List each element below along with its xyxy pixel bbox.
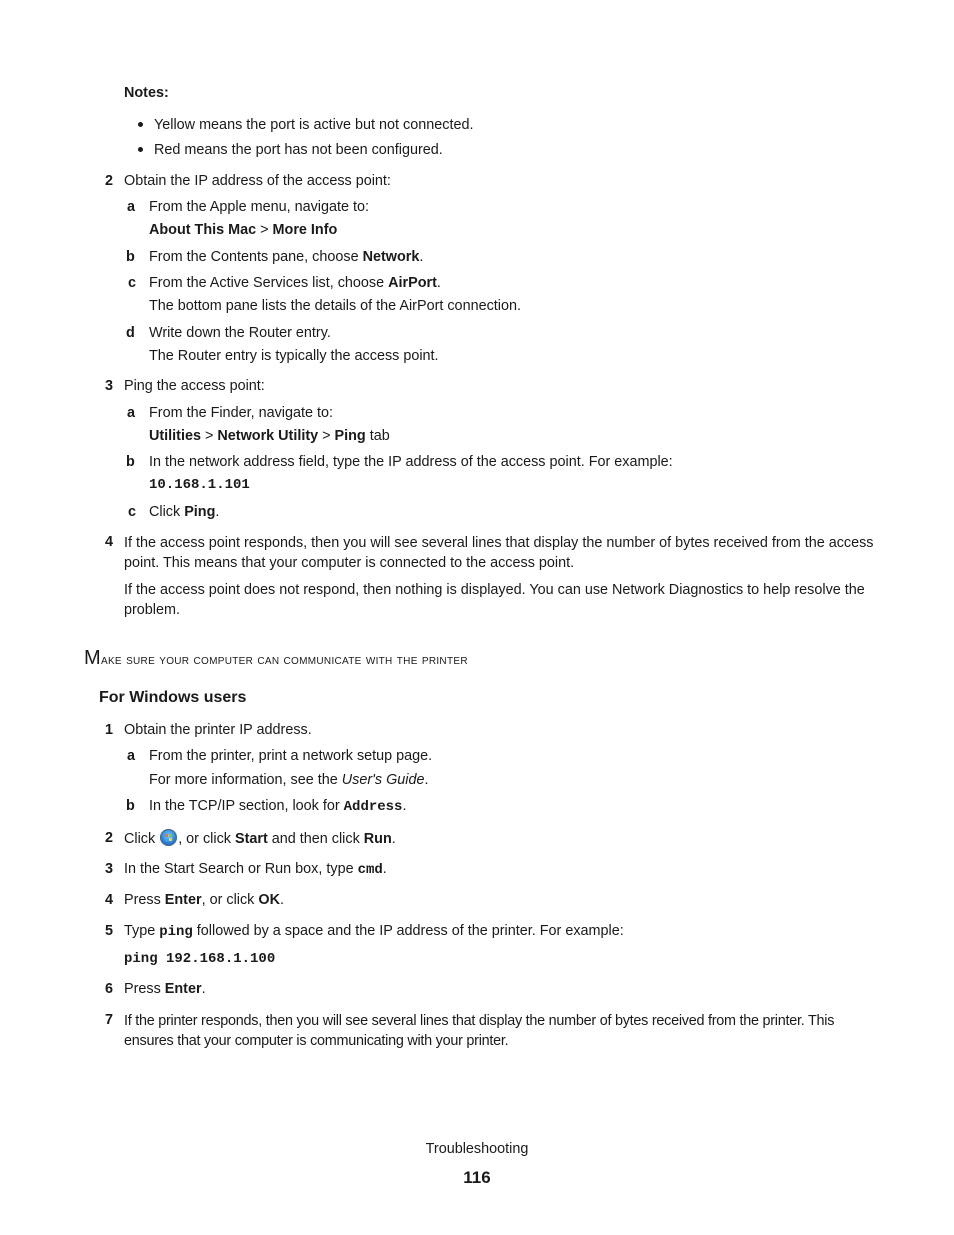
step-number: 4 bbox=[105, 892, 114, 908]
menu-path bbox=[149, 221, 337, 240]
step-number: 2 bbox=[105, 173, 114, 189]
step-number: 3 bbox=[105, 861, 114, 877]
step-number: 7 bbox=[105, 1012, 114, 1028]
step-number: 3 bbox=[105, 378, 114, 394]
note-item: Yellow means the port is active but not connected. bbox=[154, 117, 474, 133]
substep-letter: a bbox=[127, 748, 136, 764]
substep-text: From the Finder, navigate to: bbox=[149, 405, 333, 421]
substep-text: From the Active Services list, choose AirPort. bbox=[149, 275, 441, 291]
code-example: 10.168.1.101 bbox=[149, 477, 250, 493]
section-heading: Make sure your computer can communicate with the printer bbox=[84, 647, 468, 669]
menu-path-item: More Info bbox=[272, 222, 338, 238]
notes-title: Notes: bbox=[124, 85, 169, 101]
substep-note: For more information, see the User's Guide. bbox=[149, 772, 429, 788]
step-number: 1 bbox=[105, 722, 114, 738]
substep-note: The bottom pane lists the details of the AirPort connection. bbox=[149, 298, 521, 314]
substep-text: From the printer, print a network setup page. bbox=[149, 748, 433, 764]
note-item: Red means the port has not been configured. bbox=[154, 142, 443, 158]
bullet-icon bbox=[138, 147, 143, 152]
step-text: If the printer responds, then you will see several lines that display the number of bytes received from the printer. This ensures that your computer is communicating with your printer. bbox=[124, 1013, 835, 1049]
step-text: Obtain the IP address of the access point: bbox=[124, 173, 391, 189]
substep-letter: b bbox=[126, 454, 135, 470]
substep-text: Click Ping. bbox=[149, 504, 220, 520]
step-text: In the Start Search or Run box, type cmd. bbox=[124, 861, 387, 878]
substep-text: In the network address field, type the IP address of the access point. For example: bbox=[149, 454, 673, 470]
step-text: Type ping followed by a space and the IP address of the printer. For example: bbox=[124, 923, 624, 940]
menu-path: Utilities > Network Utility > Ping tab bbox=[149, 428, 390, 444]
step-text: Press Enter, or click OK. bbox=[124, 892, 284, 908]
substep-letter: b bbox=[126, 249, 135, 265]
step-text: Click , or click Start and then click Run. bbox=[124, 831, 396, 847]
substep-note: The Router entry is typically the access point. bbox=[149, 348, 439, 364]
substep-text: From the Contents pane, choose Network. bbox=[149, 249, 424, 265]
substep-text: Write down the Router entry. bbox=[149, 325, 331, 341]
step-paragraph: If the access point does not respond, then nothing is displayed. You can use Network Diagnostics to help resolve the problem. bbox=[124, 582, 865, 618]
menu-path-separator: > bbox=[260, 222, 269, 238]
step-text: If the access point responds, then you will see several lines that display the number of bytes received from the access point. This means that your computer is connected to the access point. bbox=[124, 535, 874, 571]
footer-section-name: Troubleshooting bbox=[425, 1141, 529, 1157]
substep-letter: c bbox=[128, 504, 137, 520]
step-number: 6 bbox=[105, 981, 114, 997]
code-example: ping 192.168.1.100 bbox=[124, 951, 276, 967]
substep-letter: c bbox=[128, 275, 137, 291]
substep-letter: d bbox=[126, 325, 135, 341]
substep-letter: a bbox=[127, 199, 136, 215]
bullet-icon bbox=[138, 122, 143, 127]
page-number: 116 bbox=[463, 1168, 491, 1187]
subheading: For Windows users bbox=[99, 689, 247, 706]
substep-letter: a bbox=[127, 405, 136, 421]
step-text: Obtain the printer IP address. bbox=[124, 722, 312, 738]
menu-path-item: About This Mac bbox=[149, 222, 257, 238]
substep-letter: b bbox=[126, 798, 135, 814]
step-number: 5 bbox=[105, 923, 114, 939]
substep-text: In the TCP/IP section, look for Address. bbox=[149, 798, 407, 815]
substep-text: From the Apple menu, navigate to: bbox=[149, 199, 369, 215]
step-text: Press Enter. bbox=[124, 981, 206, 997]
step-text: Ping the access point: bbox=[124, 378, 265, 394]
step-number: 2 bbox=[105, 830, 114, 846]
windows-start-orb-icon bbox=[160, 829, 177, 846]
step-number: 4 bbox=[105, 534, 114, 550]
